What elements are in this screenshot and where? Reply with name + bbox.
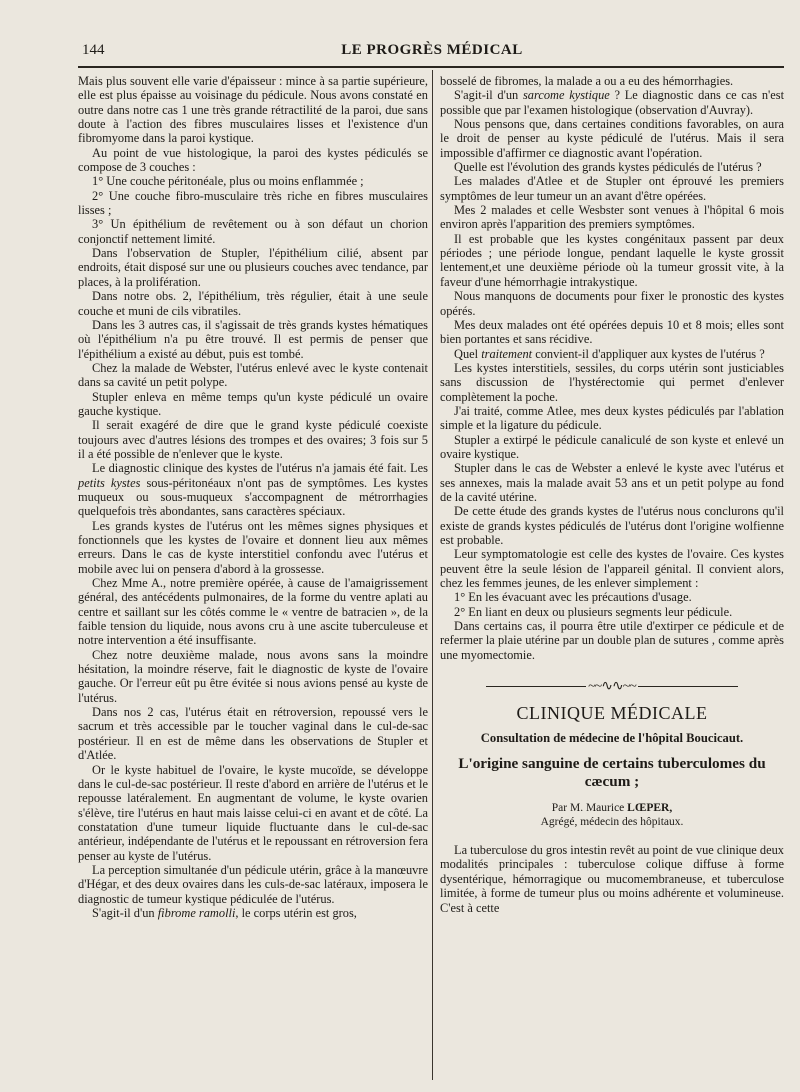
- left-column: [78, 74, 428, 920]
- paragraph: Nous manquons de documents pour fixer le pronostic des kystes opérés.: [440, 289, 784, 318]
- paragraph: Dans certains cas, il pourra être utile d'extirper ce pédicule et de refermer la plaie utérine par un double plan de sutures , comme après une myomectomie.: [440, 619, 784, 662]
- section-divider: [440, 680, 784, 694]
- paragraph: Chez notre deuxième malade, nous avons sans la moindre hésitation, la moindre réserve, fait le diagnostic de kyste de l'ovaire gauche. Or l'erreur eût pu être évitée si nous avions pensé au kyste de l'utérus.: [78, 647, 428, 705]
- author-role: Agrégé, médecin des hôpitaux.: [540, 816, 684, 829]
- section-title: CLINIQUE MÉDICALE: [516, 703, 708, 724]
- paragraph: Il serait exagéré de dire que le grand kyste pédiculé coexiste toujours avec d'autres lésions des trompes et des ovaires; 3 fois sur 5 il a été possible de n'enlever que le kyste.: [78, 418, 428, 461]
- paragraph: Stupler enleva en même temps qu'un kyste pédiculé un ovaire gauche kystique.: [78, 389, 428, 418]
- italic-phrase: fibrome ramolli: [157, 905, 236, 920]
- paragraph: Dans l'observation de Stupler, l'épithélium cilié, absent par endroits, était disposé sur une ou plusieurs couches avec tendance, par places, à la prolifération.: [78, 246, 428, 289]
- paragraph: bosselé de fibromes, la malade a ou a eu des hémorrhagies.: [440, 74, 734, 88]
- italic-phrase: traitement: [481, 346, 533, 361]
- paragraph: Mais plus souvent elle varie d'épaisseur : mince à sa partie supérieure, elle est plus épaisse au voisinage du pédicule. Nous avons constaté en outre dans notre cas 1 une très grande rétractilité de la paroi, due sans doute à l'action des fibres musculaires lisses et l'existence d'un fibromyome dans la paroi kystique.: [78, 74, 428, 146]
- paragraph: Mes 2 malades et celle Wesbster sont venues à l'hôpital 6 mois environ après l'apparition des premiers symptômes.: [440, 203, 784, 232]
- paragraph-italic-mixed: S'agit-il d'un sarcome kystique ? Le diagnostic dans ce cas n'est possible que par l'examen histologique (observation d'Auvray).: [440, 88, 785, 117]
- paragraph: Or le kyste habituel de l'ovaire, le kyste mucoïde, se développe dans le cul-de-sac postérieur. Il reste d'abord en arrière de l'utérus et le repousse latéralement. En augmentant de volume, le kyste ovarien s'élève, tire l'utérus en haut mais laisse celui-ci en avant et de côté. La constatation d'une tumeur liquide fluctuante dans le cul-de-sac antérieur, indépendante de l'utérus et le repoussant en rétroversion fera penser au kyste de l'utérus.: [78, 762, 428, 863]
- italic-phrase: petits kystes: [78, 475, 141, 490]
- paragraph: Chez Mme A., notre première opérée, à cause de l'amaigrissement général, des antécédents pulmonaires, de la forme du ventre aplati au centre et saillant sur les côtés comme le « ventre de batracien », de la faible tension du liquide, nous avons cru à une ascite tuberculeuse et notre intervention a été insuffisante.: [78, 576, 428, 648]
- column-divider: [432, 70, 433, 1080]
- paragraph: Dans nos 2 cas, l'utérus était en rétroversion, repoussé vers le sacrum et très accessible par le toucher vaginal dans le cul-de-sac postérieur. Il en est de même dans les observations de Stupler et d'Atlée.: [78, 705, 428, 763]
- paragraph: 1° Une couche péritonéale, plus ou moins enflammée ;: [92, 174, 364, 189]
- paragraph: Il est probable que les kystes congénitaux passent par deux périodes ; une période longue, pendant laquelle le kyste grossit lentement,et une deuxième période où la tumeur grossit vite, à la faveur d'une hémorrhagie intrakystique.: [440, 231, 784, 289]
- page-number: 144: [82, 42, 105, 58]
- paragraph: 2° Une couche fibro-musculaire très riche en fibres musculaires lisses ;: [78, 188, 428, 218]
- author-byline: [440, 801, 784, 829]
- divider-line-right: [638, 686, 738, 687]
- paragraph-italic-mixed: Le diagnostic clinique des kystes de l'utérus n'a jamais été fait. Les petits kystes sous-péritonéaux n'ont pas de symptômes. Les kystes muqueux ou sous-muqueux s'accompagnent de métrorrhagies quelquefois très abondantes, sans caractères spéciaux.: [78, 461, 428, 519]
- author-prefix: Par M. Maurice: [551, 802, 628, 815]
- article-paragraph: La tuberculose du gros intestin revêt au point de vue clinique deux modalités principales : tuberculose colique diffuse à forme dysentérique, hémorragique ou mucomembraneuse, et tuberculose limitée, à forme de tumeur plus ou moins adhérente et volumineuse. C'est à cette: [440, 843, 784, 915]
- paragraph: Chez la malade de Webster, l'utérus enlevé avec le kyste contenait dans sa cavité un petit polype.: [78, 360, 428, 390]
- paragraph: Stupler a extirpé le pédicule canaliculé de son kyste et enlevé un ovaire kystique.: [440, 432, 784, 461]
- paragraph: Les malades d'Atlee et de Stupler ont éprouvé les premiers symptômes de leur tumeur un an avant d'être opérées.: [440, 174, 784, 203]
- paragraph-italic-mixed: Quel traitement convient-il d'appliquer aux kystes de l'utérus ?: [454, 346, 765, 361]
- italic-phrase: sarcome kystique: [522, 88, 610, 103]
- paragraph: J'ai traité, comme Atlee, mes deux kystes pédiculés par l'ablation simple et la ligature du pédicule.: [440, 403, 784, 433]
- paragraph: Les kystes interstitiels, sessiles, du corps utérin sont justiciables sans discussion de l'hystérectomie qui permet d'enlever complètement la poche.: [440, 360, 784, 404]
- paragraph: 3° Un épithélium de revêtement ou à son défaut un chorion conjonctif nettement limité.: [78, 217, 428, 246]
- journal-title: LE PROGRÈS MÉDICAL: [341, 42, 523, 58]
- paragraph: Dans notre obs. 2, l'épithélium, très régulier, était à une seule couche et muni de cils vibratiles.: [78, 289, 428, 318]
- paragraph: Nous pensons que, dans certaines conditions favorables, on aura le droit de penser au kyste pédiculé de l'utérus. Mais il sera impossible d'affirmer ce diagnostic avant l'opération.: [440, 117, 784, 160]
- paragraph: Les grands kystes de l'utérus ont les mêmes signes physiques et fonctionnels que les kystes de l'ovaire et donnent lieu aux mêmes erreurs. Dans le cas de kyste interstitiel confondu avec l'utérus et mobile avec lui on pensera d'abord à la grossesse.: [78, 518, 428, 576]
- right-column: [440, 74, 784, 915]
- paragraph: Dans les 3 autres cas, il s'agissait de très grands kystes hématiques où l'épithélium n'a pu être trouvé. Il est permis de penser que l'épithélium a existé au début, puis est tombé.: [78, 317, 428, 361]
- article-title: L'origine sanguine de certains tuberculomes du cæcum ;: [458, 755, 766, 791]
- author-name: LŒPER,: [627, 802, 673, 815]
- paragraph: 1° En les évacuant avec les précautions d'usage.: [454, 590, 692, 605]
- paragraph: La perception simultanée d'un pédicule utérin, grâce à la manœuvre d'Hégar, et des deux ovaires dans les culs-de-sac latéraux, imposera le diagnostic de tumeur kystique pédiculée de l'utérus.: [78, 862, 428, 906]
- divider-line-left: [486, 686, 586, 687]
- paragraph: Stupler dans le cas de Webster a enlevé le kyste avec l'utérus et ses annexes, mais la malade avait 53 ans et un petit polype au fond de la cavité utérine.: [440, 461, 784, 504]
- section-subtitle: Consultation de médecine de l'hôpital Boucicaut.: [480, 730, 744, 745]
- header-rule: [78, 66, 784, 68]
- paragraph: Quelle est l'évolution des grands kystes pédiculés de l'utérus ?: [454, 160, 762, 175]
- paragraph: Leur symptomatologie est celle des kystes de l'ovaire. Ces kystes peuvent être la seule lésion de l'appareil génital. Il convient alors, chez les femmes jeunes, de les enlever simplement :: [440, 547, 784, 591]
- paragraph-italic-mixed: S'agit-il d'un fibrome ramolli, le corps utérin est gros,: [92, 905, 357, 920]
- paragraph: 2° En liant en deux ou plusieurs segments leur pédicule.: [454, 604, 733, 619]
- divider-ornament: ~~∿∿~~: [588, 679, 636, 695]
- page-header: [82, 42, 782, 64]
- paragraph: Au point de vue histologique, la paroi des kystes pédiculés se compose de 3 couches :: [78, 145, 428, 175]
- paragraph: De cette étude des grands kystes de l'utérus nous conclurons qu'il existe de grands kystes pédiculés de l'utérus dont l'origine wolfienne est probable.: [440, 504, 784, 547]
- paragraph: Mes deux malades ont été opérées depuis 10 et 8 mois; elles sont bien portantes et sans récidive.: [440, 317, 784, 347]
